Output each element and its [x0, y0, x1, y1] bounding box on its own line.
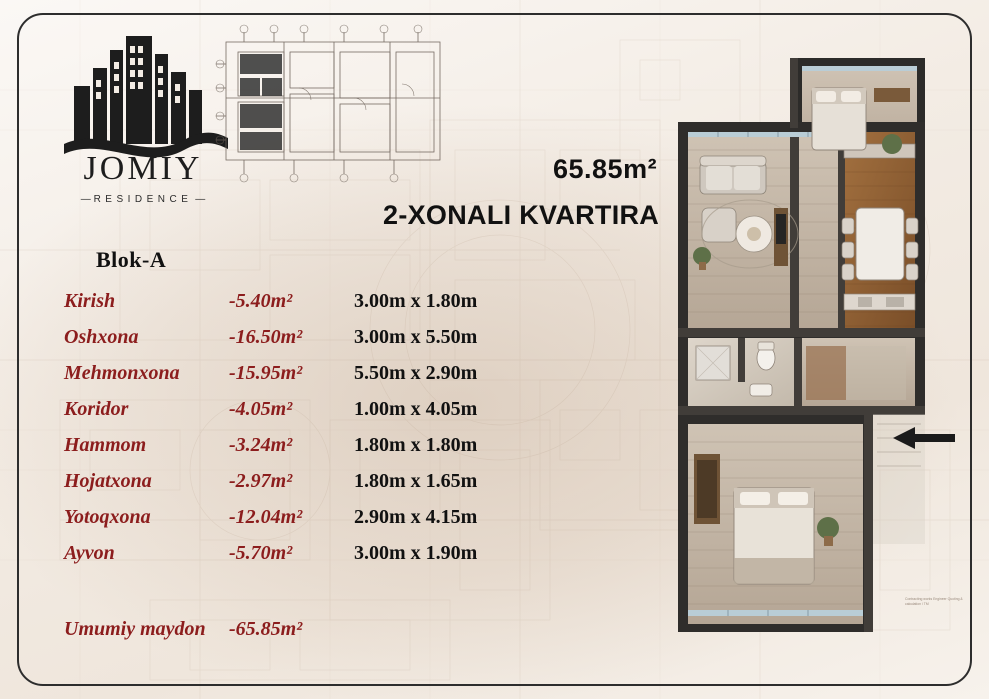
room-area: -12.04m²: [229, 506, 303, 528]
plan-watermark: Contracting works Engineer Quoting & calculation / TM: [905, 597, 963, 606]
room-dimensions: 5.50m x 2.90m: [354, 362, 478, 384]
table-row: [64, 427, 504, 463]
brand-subtitle: — RESIDENCE —: [80, 194, 206, 205]
room-area: -3.24m²: [229, 434, 293, 456]
table-row: [64, 283, 504, 319]
room-dimensions: 1.00m x 4.05m: [354, 398, 478, 420]
room-name: Hojatxona: [64, 470, 152, 492]
apartment-type-heading: 2-XONALI KVARTIRA: [383, 200, 660, 230]
table-row: [64, 355, 504, 391]
room-name: Kirish: [64, 290, 116, 312]
table-row: [64, 535, 504, 571]
room-area: -2.97m²: [229, 470, 293, 492]
table-row: [64, 463, 504, 499]
table-row: [64, 499, 504, 535]
room-name: Oshxona: [64, 326, 139, 348]
block-label: Blok-A: [96, 247, 167, 272]
room-name: Mehmonxona: [64, 362, 180, 384]
room-area: -5.40m²: [229, 290, 293, 312]
total-value: -65.85m²: [229, 618, 303, 640]
total-area-heading: 65.85m²: [553, 154, 658, 184]
room-area: -16.50m²: [229, 326, 303, 348]
floor-key-plan-icon: [204, 24, 454, 194]
room-dimensions: 2.90m x 4.15m: [354, 506, 478, 528]
table-row: [64, 319, 504, 355]
room-dimensions: 3.00m x 1.80m: [354, 290, 478, 312]
brand-name: JOMIY: [83, 150, 203, 187]
room-area: -4.05m²: [229, 398, 293, 420]
room-dimensions: 1.80m x 1.80m: [354, 434, 478, 456]
room-name: Hammom: [64, 434, 147, 456]
room-dimensions: 1.80m x 1.65m: [354, 470, 478, 492]
room-area: -15.95m²: [229, 362, 303, 384]
room-area: -5.70m²: [229, 542, 293, 564]
room-name: Ayvon: [64, 542, 115, 564]
entrance-arrow-icon: [893, 427, 955, 449]
apartment-3d-floorplan-icon: [678, 58, 925, 632]
room-name: Koridor: [64, 398, 129, 420]
room-name: Yotoqxona: [64, 506, 151, 528]
room-dimensions: 3.00m x 5.50m: [354, 326, 478, 348]
table-row: [64, 391, 504, 427]
total-label: Umumiy maydon: [64, 618, 206, 640]
room-schedule-table: [64, 283, 504, 571]
room-dimensions: 3.00m x 1.90m: [354, 542, 478, 564]
